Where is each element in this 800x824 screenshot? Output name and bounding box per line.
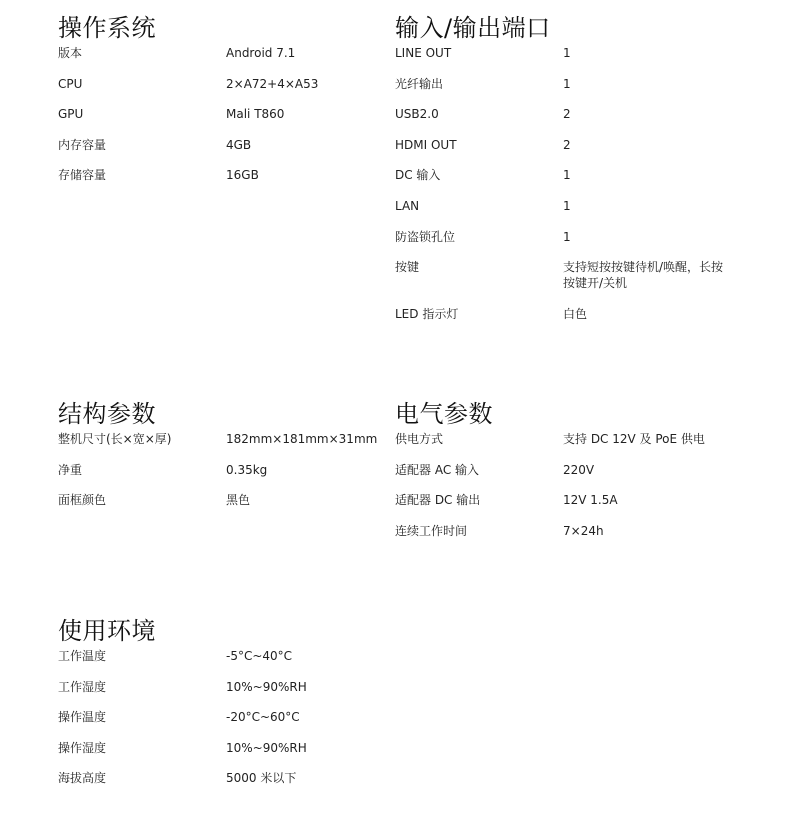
spec-value: 1: [563, 198, 571, 213]
spec-label: GPU: [58, 107, 84, 122]
spec-row: [395, 198, 725, 214]
spec-label: LINE OUT: [395, 46, 452, 60]
spec-row: [58, 167, 388, 183]
spec-label: 工作湿度: [58, 679, 107, 694]
spec-label: 光纤输出: [395, 76, 444, 91]
spec-value: 16GB: [226, 168, 259, 183]
spec-row: [58, 679, 388, 695]
spec-value: 10%~90%RH: [226, 740, 307, 755]
spec-list: [395, 431, 725, 539]
spec-label: CPU: [58, 76, 83, 91]
spec-list: [395, 45, 725, 322]
spec-value: -5°C~40°C: [226, 649, 293, 663]
spec-list: [58, 45, 388, 183]
spec-value: Android 7.1: [226, 46, 296, 60]
spec-label: HDMI OUT: [395, 137, 457, 152]
spec-label: LED 指示灯: [395, 306, 459, 321]
spec-row: [58, 76, 388, 92]
section-title: 结构参数: [58, 400, 156, 428]
spec-value: 1: [563, 46, 571, 60]
spec-value: 2×A72+4×A53: [226, 76, 319, 91]
electrical-section: [395, 397, 725, 553]
spec-value: 黑色: [226, 493, 251, 508]
spec-value: 2: [563, 137, 571, 152]
spec-label: 适配器 AC 输入: [395, 462, 480, 477]
spec-row: [395, 106, 725, 122]
spec-label: 连续工作时间: [395, 523, 468, 538]
spec-row: [395, 431, 725, 447]
spec-label: 海拔高度: [58, 771, 107, 786]
section-title: 电气参数: [395, 400, 493, 428]
environment-section: [58, 614, 388, 801]
section-title: 操作系统: [58, 14, 156, 42]
spec-label: LAN: [395, 198, 420, 213]
spec-label: 内存容量: [58, 137, 107, 152]
spec-list: [58, 648, 388, 786]
spec-value: 白色: [563, 306, 588, 321]
spec-label: 整机尺寸(长×宽×厚): [58, 432, 172, 446]
spec-label: USB2.0: [395, 107, 439, 122]
section-title: 输入/输出端口: [395, 14, 551, 42]
spec-label: 操作湿度: [58, 740, 107, 755]
spec-row: [58, 462, 388, 478]
spec-label: 净重: [58, 462, 83, 477]
spec-row: [58, 106, 388, 122]
spec-list: [58, 431, 388, 508]
spec-row: [395, 492, 725, 508]
spec-value: Mali T860: [226, 107, 285, 122]
spec-row: [395, 462, 725, 478]
spec-value: 1: [563, 168, 571, 183]
spec-value: 12V 1.5A: [563, 493, 618, 508]
spec-row: [395, 259, 725, 291]
spec-label: 存储容量: [58, 168, 107, 183]
spec-value: 7×24h: [563, 523, 604, 538]
spec-row: [58, 492, 388, 508]
spec-row: [58, 137, 388, 153]
spec-label: 供电方式: [395, 432, 444, 446]
spec-row: [395, 523, 725, 539]
spec-value: 2: [563, 107, 571, 122]
spec-row: [395, 229, 725, 245]
spec-label: 操作温度: [58, 710, 107, 725]
spec-label: 适配器 DC 输出: [395, 493, 481, 508]
spec-value: 182mm×181mm×31mm: [226, 432, 378, 446]
spec-value: 支持 DC 12V 及 PoE 供电: [563, 432, 705, 446]
spec-value: -20°C~60°C: [226, 710, 300, 725]
spec-value: 支持短按按键待机/唤醒，长按按键开/关机: [563, 260, 724, 291]
spec-value: 1: [563, 229, 571, 244]
spec-label: 工作温度: [58, 649, 107, 663]
spec-value: 1: [563, 76, 571, 91]
spec-value: 10%~90%RH: [226, 679, 307, 694]
spec-value: 220V: [563, 462, 595, 477]
spec-row: [58, 45, 388, 61]
spec-label: DC 输入: [395, 168, 441, 183]
spec-row: [395, 137, 725, 153]
spec-value: 4GB: [226, 137, 252, 152]
spec-value: 5000 米以下: [226, 771, 297, 786]
spec-label: 防盗锁孔位: [395, 229, 456, 244]
spec-label: 面框颜色: [58, 493, 107, 508]
section-title: 使用环境: [58, 617, 156, 645]
spec-row: [58, 740, 388, 756]
spec-label: 按键: [395, 260, 420, 275]
spec-row: [395, 167, 725, 183]
os-section: [58, 11, 388, 198]
spec-row: [395, 76, 725, 92]
spec-row: [58, 431, 388, 447]
spec-row: [395, 45, 725, 61]
spec-label: 版本: [58, 46, 83, 60]
spec-value: 0.35kg: [226, 462, 268, 477]
spec-row: [58, 770, 388, 786]
io-ports-section: [395, 11, 725, 336]
spec-row: [58, 648, 388, 664]
structure-section: [58, 397, 388, 523]
spec-row: [395, 306, 725, 322]
spec-row: [58, 709, 388, 725]
